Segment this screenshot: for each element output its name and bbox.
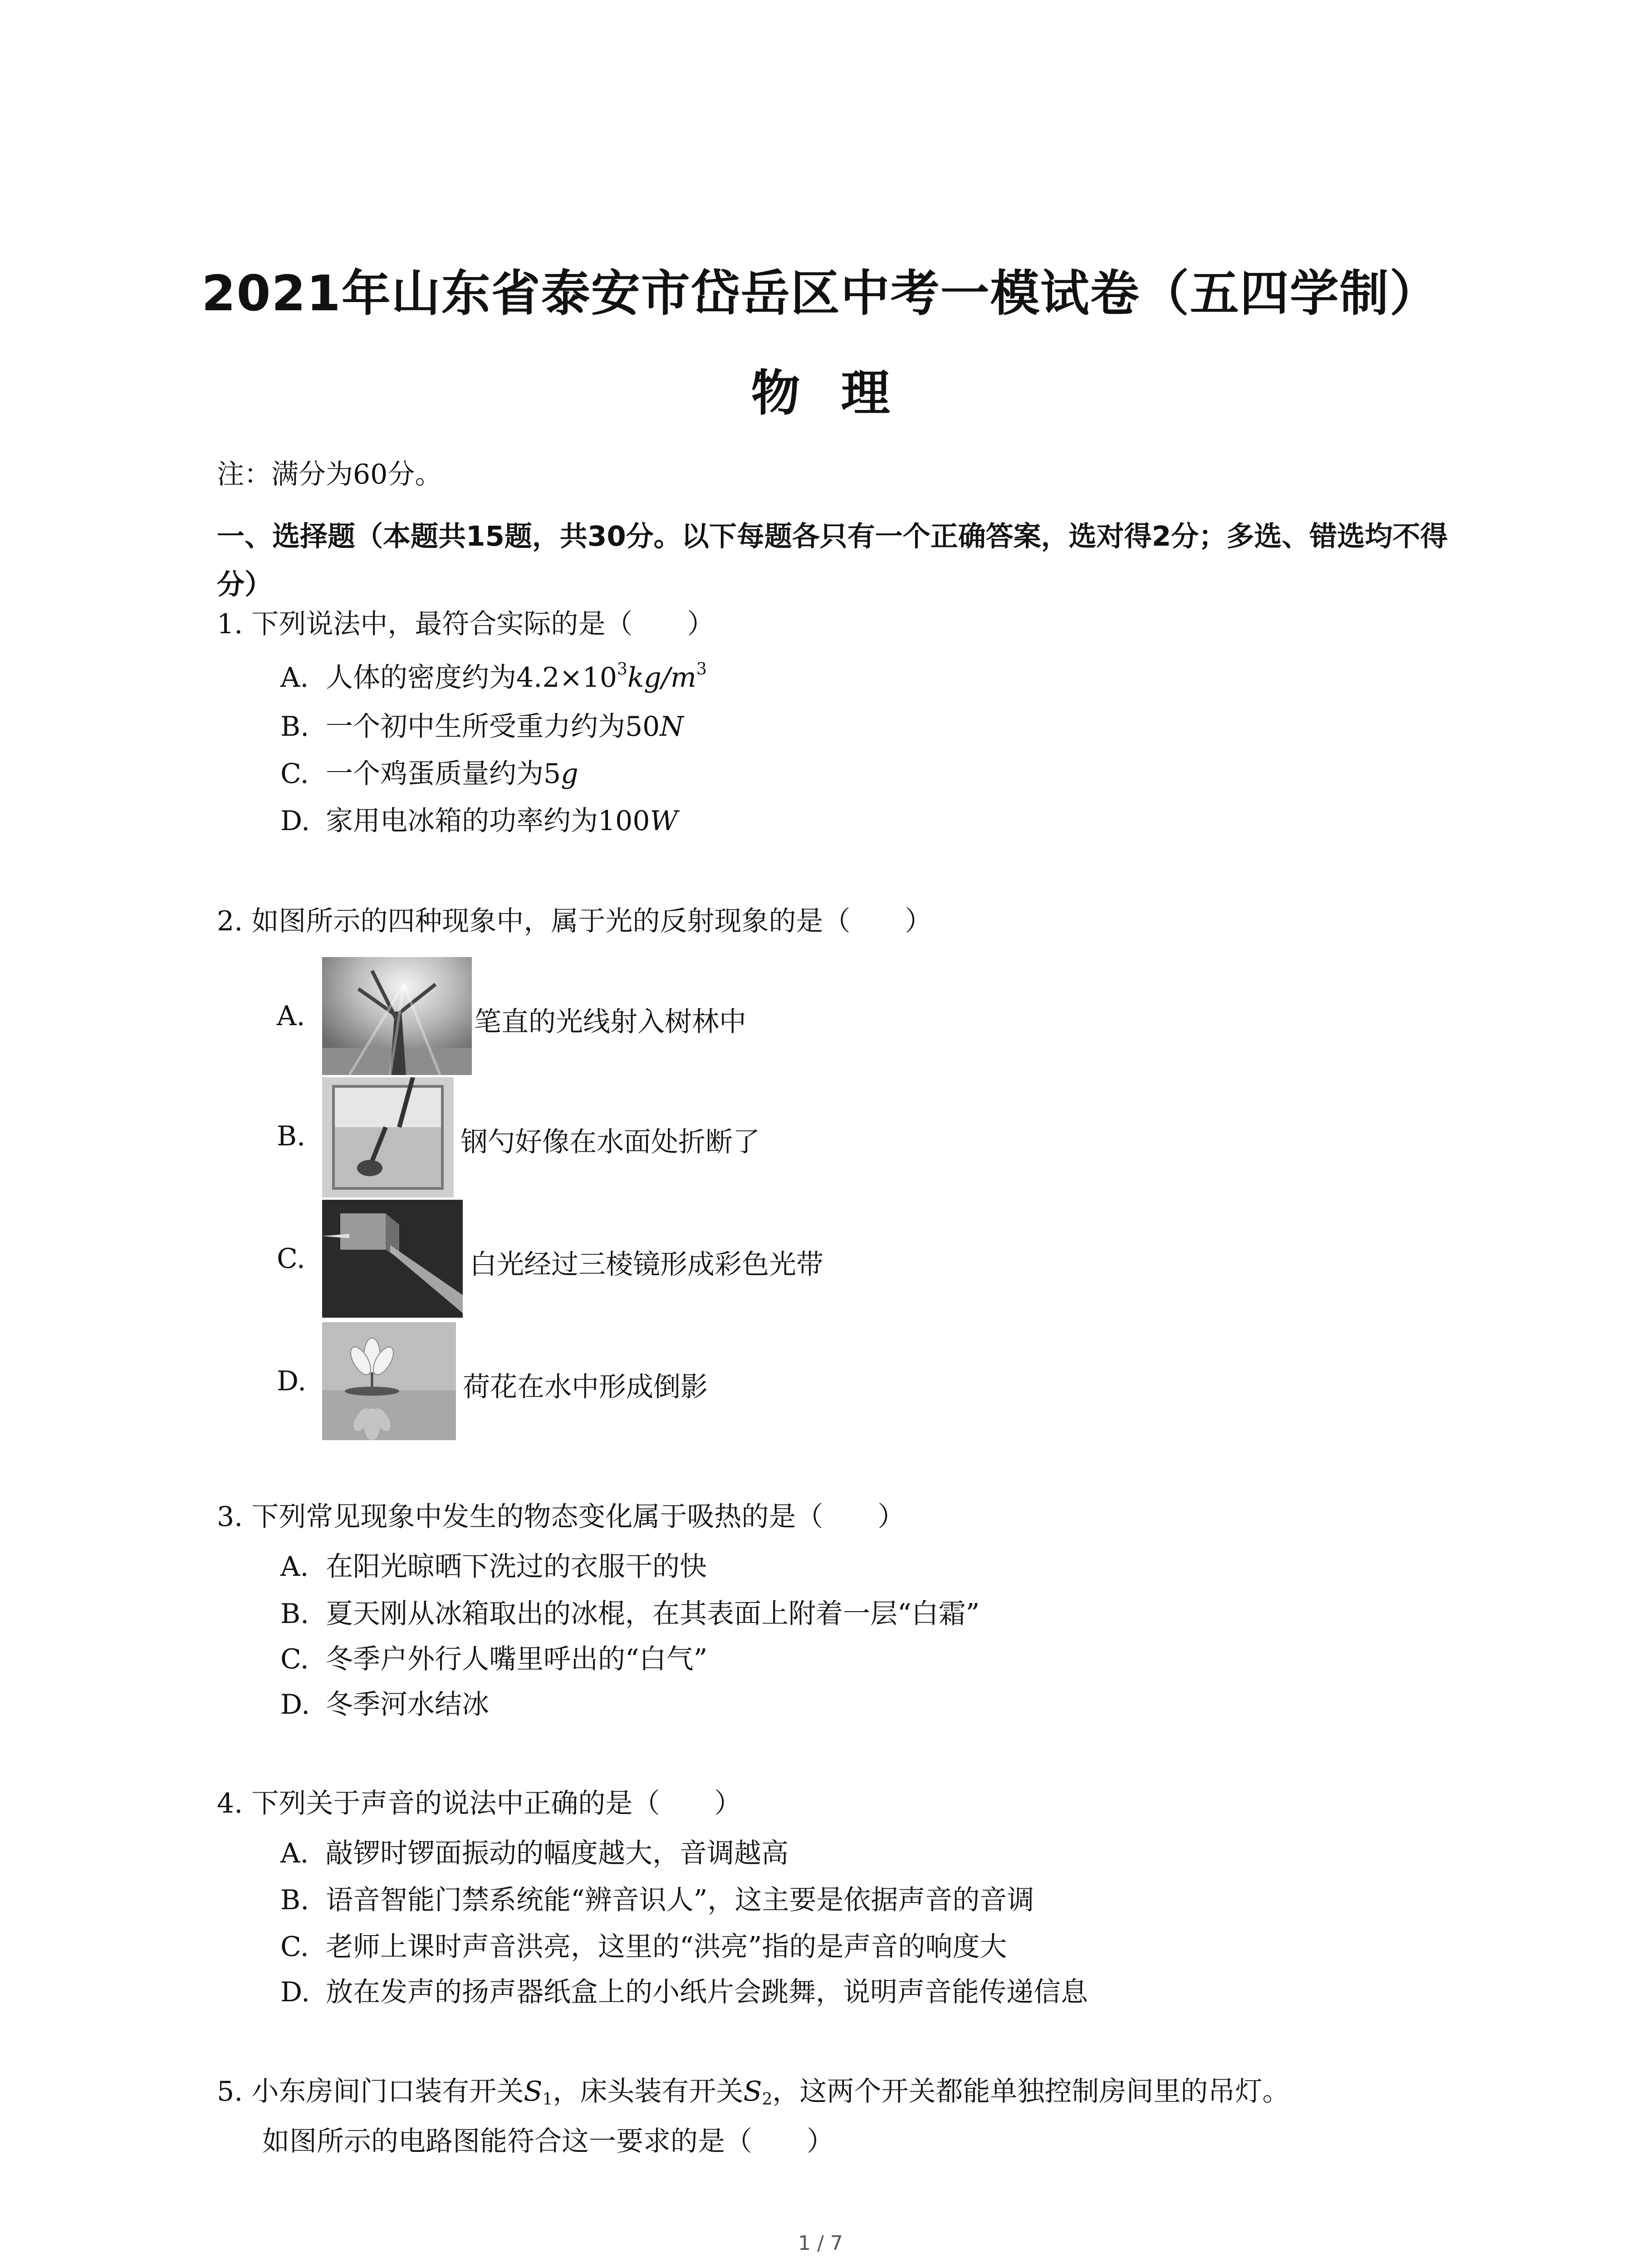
unit-exponent: 3: [696, 660, 707, 679]
option-label: D.: [280, 1976, 310, 2008]
option-label: D.: [280, 805, 310, 837]
option-text: 敲锣时锣面振动的幅度越大，音调越高: [326, 1838, 789, 1869]
option-label: C.: [280, 758, 309, 790]
switch-s1: S: [524, 2076, 543, 2107]
question-3-option-d: [280, 1688, 489, 1721]
unit: N: [660, 711, 684, 743]
option-text: 在阳光晾晒下洗过的衣服干的快: [326, 1551, 707, 1583]
question-5-stem-line1: [217, 2075, 1289, 2108]
prism-light-photo-icon: [322, 1200, 463, 1318]
question-1-option-a: [280, 661, 707, 694]
q5-text-part3: ，这两个开关都能单独控制房间里的吊灯。: [772, 2076, 1290, 2107]
exam-subject: 物理: [751, 365, 931, 422]
question-3-option-c: [280, 1643, 707, 1676]
unit: W: [650, 805, 678, 837]
question-4-option-b: [280, 1884, 1034, 1916]
option-text: 冬季户外行人嘴里呼出的“白气”: [326, 1643, 708, 1675]
unit: g: [561, 758, 578, 790]
option-text: 家用电冰箱的功率约为100: [326, 805, 650, 837]
question-4-option-c: [280, 1931, 1007, 1963]
switch-s2: S: [743, 2076, 762, 2107]
option-text: 一个初中生所受重力约为50: [326, 711, 660, 743]
spoon-in-water-photo-icon: [322, 1077, 454, 1198]
question-4-option-a: [280, 1837, 789, 1870]
option-label: C.: [280, 1931, 309, 1963]
question-3-option-a: [280, 1550, 707, 1583]
q5-text-part1: 5. 小东房间门口装有开关: [217, 2076, 524, 2107]
option-label: C.: [280, 1643, 309, 1675]
question-5-stem-line2: 如图所示的电路图能符合这一要求的是（ ）: [262, 2126, 834, 2157]
option-label: A.: [280, 1551, 309, 1583]
unit: kg/m: [627, 662, 696, 694]
lotus-reflection-photo-icon: [322, 1322, 456, 1440]
section-heading: 一、选择题（本题共15题，共30分。以下每题各只有一个正确答案，选对得2分；多选、错选均不得分）: [217, 520, 1448, 601]
option-text: 人体的密度约为4.2×10: [326, 662, 617, 694]
tree-sunlight-photo-icon: [322, 957, 472, 1075]
score-note: 注：满分为60分。: [217, 459, 442, 490]
option-text: 冬季河水结冰: [326, 1689, 489, 1721]
option-text: 放在发声的扬声器纸盒上的小纸片会跳舞，说明声音能传递信息: [326, 1976, 1088, 2008]
option-label: A.: [280, 1838, 309, 1869]
option-label: A.: [277, 1000, 305, 1032]
option-label: D.: [280, 1689, 310, 1721]
option-label: B.: [280, 1884, 309, 1916]
option-text: 笔直的光线射入树林中: [474, 1006, 746, 1038]
option-label: B.: [280, 711, 309, 743]
option-text: 一个鸡蛋质量约为5: [326, 758, 561, 790]
exponent: 3: [617, 660, 627, 679]
question-1-stem: 1. 下列说法中，最符合实际的是（ ）: [217, 608, 715, 640]
page-number: 1 / 7: [798, 2232, 843, 2255]
q5-text-part2: ，床头装有开关: [553, 2076, 744, 2107]
option-text: 白光经过三棱镜形成彩色光带: [470, 1249, 823, 1281]
option-text: 夏天刚从冰箱取出的冰棍，在其表面上附着一层“白霜”: [326, 1598, 980, 1630]
switch-s2-subscript: 2: [762, 2090, 773, 2109]
exam-title: 2021年山东省泰安市岱岳区中考一模试卷（五四学制）: [201, 265, 1440, 322]
question-1-option-b: [280, 710, 684, 743]
option-text: 钢勺好像在水面处折断了: [460, 1126, 760, 1158]
option-text: 荷花在水中形成倒影: [463, 1371, 708, 1403]
question-1-option-c: [280, 758, 578, 790]
option-label: B.: [280, 1598, 309, 1630]
option-label: C.: [277, 1243, 305, 1275]
question-4-stem: 4. 下列关于声音的说法中正确的是（ ）: [217, 1788, 742, 1819]
option-label: A.: [280, 662, 309, 694]
option-label: D.: [277, 1365, 307, 1397]
question-3-option-b: [280, 1598, 980, 1630]
question-4-option-d: [280, 1976, 1088, 2009]
question-3-stem: 3. 下列常见现象中发生的物态变化属于吸热的是（ ）: [217, 1501, 905, 1533]
question-1-option-d: [280, 805, 678, 837]
switch-s1-subscript: 1: [542, 2090, 553, 2109]
option-text: 语音智能门禁系统能“辨音识人”，这主要是依据声音的音调: [326, 1884, 1034, 1916]
question-2-stem: 2. 如图所示的四种现象中，属于光的反射现象的是（ ）: [217, 905, 932, 937]
option-label: B.: [277, 1120, 306, 1152]
option-text: 老师上课时声音洪亮，这里的“洪亮”指的是声音的响度大: [326, 1931, 1007, 1963]
